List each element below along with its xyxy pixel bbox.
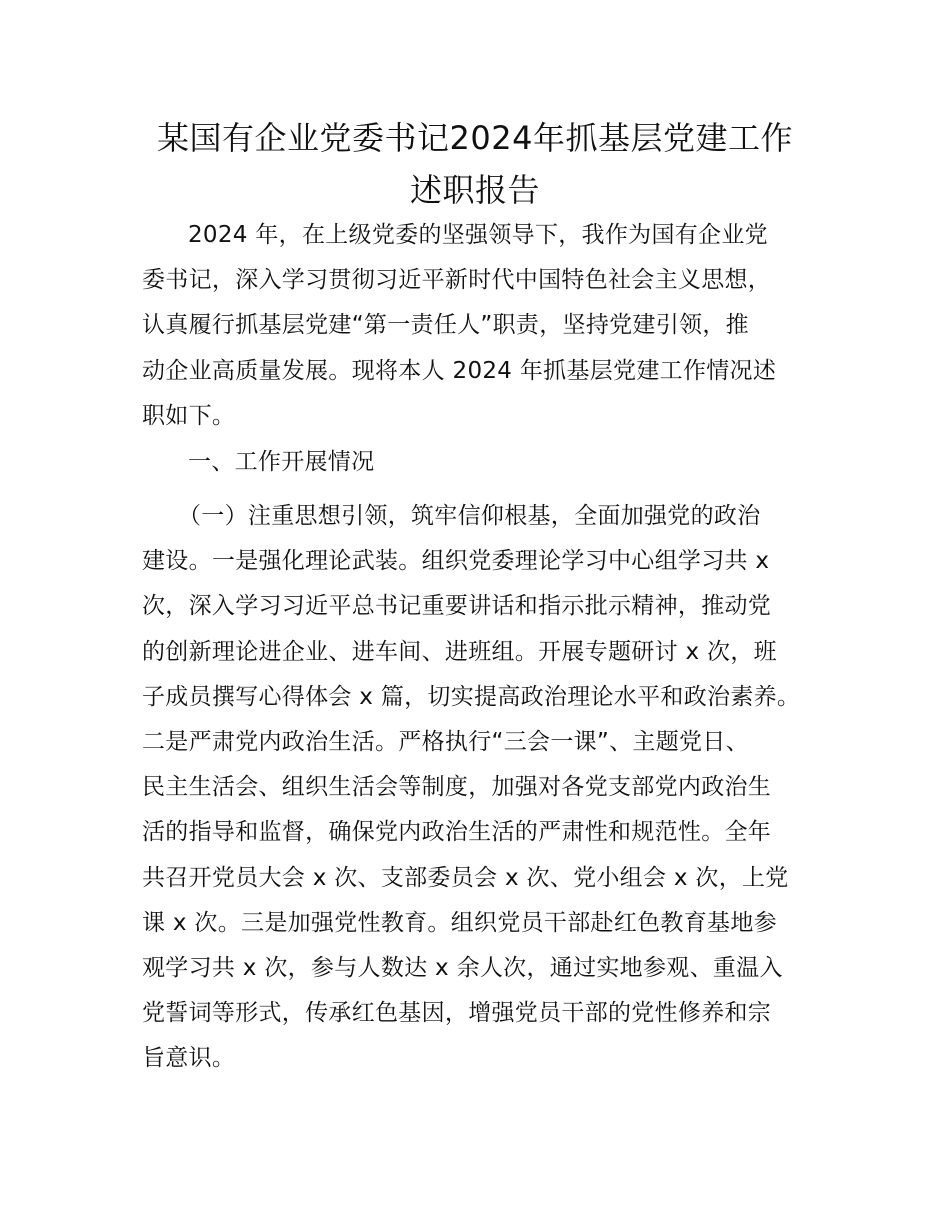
text-line: （一）注重思想引领，筑牢信仰根基，全面加强党的政治 [178,503,761,529]
title-line: 述职报告 [409,171,540,209]
text-line: 党誓词等形式，传承红色基因，增强党员干部的党性修养和宗 [142,1000,772,1027]
text-line: 次，深入学习习近平总书记重要讲话和指示批示精神，推动党 [142,593,772,620]
text-line: 子成员撰写心得体会 x 篇，切实提高政治理论水平和政治素养。 [142,683,801,710]
title-line: 某国有企业党委书记2024年抓基层党建工作 [157,119,793,157]
text-line: 二是严肃党内政治生活。严格执行“三会一课”、主题党日、 [142,729,749,756]
document-title [140,112,810,216]
text-line: 旨意识。 [142,1045,236,1072]
text-line: 的创新理论进企业、进车间、进班组。开展专题研讨 x 次，班 [142,638,777,665]
intro-paragraph [142,213,830,439]
section-heading [142,440,830,485]
text-line: 动企业高质量发展。现将本人 2024 年抓基层党建工作情况述 [142,357,777,384]
text-line: 认真履行抓基层党建“第一责任人”职责，坚持党建引领，推 [142,312,749,339]
text-line: 职如下。 [142,402,236,429]
text-line: 委书记，深入学习贯彻习近平新时代中国特色社会主义思想， [142,267,772,294]
text-line: 民主生活会、组织生活会等制度，加强对各党支部党内政治生 [142,774,772,801]
text-line: 活的指导和监督，确保党内政治生活的严肃性和规范性。全年 [142,819,772,846]
text-line: 共召开党员大会 x 次、支部委员会 x 次、党小组会 x 次，上党 [142,864,789,891]
section-1-paragraph [142,494,830,1082]
text-line: 课 x 次。三是加强党性教育。组织党员干部赴红色教育基地参 [142,909,777,936]
section-heading-text: 一、工作开展情况 [188,449,375,475]
text-line: 观学习共 x 次，参与人数达 x 余人次，通过实地参观、重温入 [142,955,783,982]
text-line: 建设。一是强化理论武装。组织党委理论学习中心组学习共 x [142,548,770,575]
text-line: 2024 年，在上级党委的坚强领导下，我作为国有企业党 [188,222,768,248]
